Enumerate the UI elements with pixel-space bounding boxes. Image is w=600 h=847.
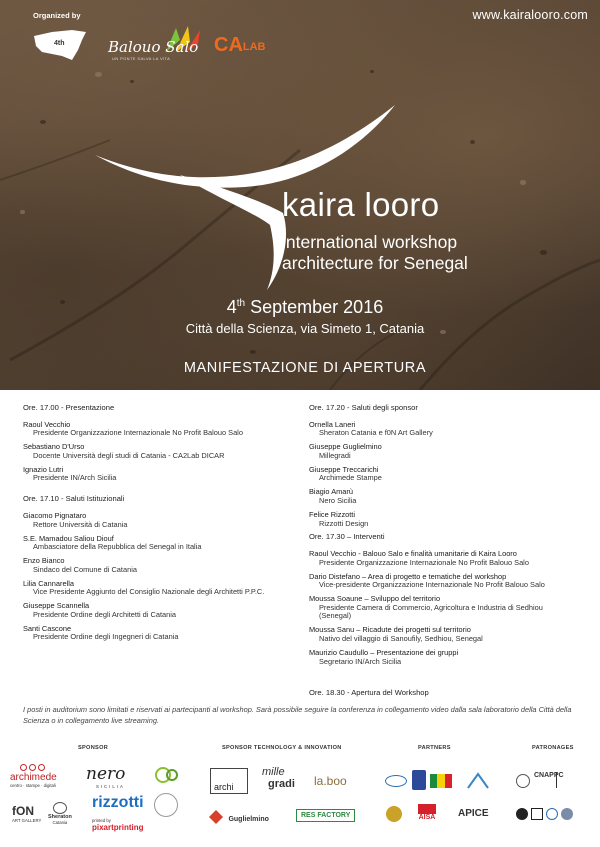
patronages-heading: PATRONAGES bbox=[532, 745, 574, 751]
speaker-role-continued: (Senegal) bbox=[319, 611, 352, 621]
pixart-logo-text: pixartprinting bbox=[92, 823, 144, 832]
green-circle-logo bbox=[154, 766, 180, 784]
event-subtitle-1: international workshop bbox=[282, 232, 458, 252]
talk-entry bbox=[309, 649, 589, 666]
university-seal-logo bbox=[154, 793, 178, 817]
senegal-flag-icon bbox=[430, 774, 452, 788]
closing-time-heading: Ore. 18.30 - Apertura del Workshop bbox=[309, 687, 429, 697]
talk-entry bbox=[309, 550, 589, 567]
millegradi-logo-text-a: mille bbox=[262, 766, 285, 778]
event-date-rest: September 2016 bbox=[245, 297, 384, 317]
fon-gallery-logo bbox=[12, 804, 41, 823]
speaker-entry bbox=[23, 466, 293, 483]
speaker-name: Ornella Laneri bbox=[309, 419, 356, 429]
archimede-logo-text: archimede bbox=[10, 772, 57, 783]
millegradi-logo-text-b: gradi bbox=[268, 778, 295, 790]
organized-by-label: Organized by bbox=[33, 11, 81, 20]
baluvo-logo-subtext: UN PONTE SALVA LA VITA bbox=[112, 56, 171, 61]
nero-logo-text: nero bbox=[86, 764, 126, 784]
baluvo-salo-logo bbox=[108, 24, 204, 66]
res-factory-logo: RES FACTORY bbox=[296, 809, 355, 822]
talk-entry bbox=[309, 595, 589, 621]
opening-heading: MANIFESTAZIONE DI APERTURA bbox=[183, 360, 427, 376]
pixartprinting-logo bbox=[92, 818, 144, 832]
speaker-entry bbox=[23, 625, 293, 642]
tech-sponsor-heading: SPONSOR TECHNOLOGY & INNOVATION bbox=[222, 745, 342, 751]
speaker-role: Presidente Ordine degli Ingegneri di Catania bbox=[33, 632, 179, 642]
time-slot-heading: Ore. 17.20 - Saluti degli sponsor bbox=[309, 403, 418, 412]
speaker-entry bbox=[23, 602, 293, 619]
aisa-logo bbox=[418, 804, 436, 821]
guglielmino-logo-text: Guglielmino bbox=[228, 816, 269, 823]
sheraton-logo-subtext: Catania bbox=[52, 820, 68, 825]
speaker-role: Archimede Stampe bbox=[319, 473, 382, 483]
speaker-role: Ambasciatore della Repubblica del Senegal in Italia bbox=[33, 542, 202, 552]
sheraton-logo-text: Sheraton bbox=[48, 814, 72, 820]
talk-title: Dario Distefano – Area di progetto e tematiche del workshop bbox=[309, 571, 507, 581]
speaker-name: Biagio Amarù bbox=[309, 487, 353, 497]
event-date-ordinal: th bbox=[236, 298, 246, 309]
speaker-entry bbox=[309, 511, 589, 528]
nero-logo-subtext: SICILIA bbox=[96, 784, 125, 789]
partner-arrows-logo bbox=[466, 772, 490, 790]
speaker-role: Presidente IN/Arch Sicilia bbox=[33, 473, 117, 483]
partner-seal-logo bbox=[386, 806, 402, 822]
rizzotti-logo: rizzotti bbox=[92, 794, 144, 811]
guglielmino-logo bbox=[208, 808, 269, 826]
event-subtitle-2: architecture for Senegal bbox=[282, 253, 468, 273]
speaker-entry bbox=[309, 421, 589, 438]
time-slot-heading: Ore. 17.10 - Saluti Istituzionali bbox=[23, 494, 125, 504]
speaker-role: Rettore Università di Catania bbox=[33, 519, 128, 529]
talk-title: Maurizio Caudullo – Presentazione dei gruppi bbox=[309, 647, 459, 657]
partner-globe-logo bbox=[385, 775, 407, 787]
speaker-name: Raoul Vecchio bbox=[23, 419, 71, 429]
speaker-name: S.E. Mamadou Saliou Diouf bbox=[23, 533, 114, 543]
archi-logo-text: archi bbox=[214, 782, 234, 792]
event-date bbox=[0, 297, 600, 318]
speaker-name: Giuseppe Treccarichi bbox=[309, 464, 379, 474]
talk-entry bbox=[309, 626, 589, 643]
speaker-name: Felice Rizzotti bbox=[309, 509, 355, 519]
fon-logo-text: fON bbox=[12, 804, 34, 818]
speaker-name: Ignazio Lutri bbox=[23, 464, 64, 474]
apice-logo: APICE bbox=[458, 808, 489, 819]
patronage-seal-icon bbox=[561, 808, 573, 820]
speaker-role: Millegradi bbox=[319, 450, 351, 460]
calab-logo-suffix: LAB bbox=[242, 41, 266, 53]
archimede-logo-subtext: centro · stampe · digitali bbox=[10, 783, 56, 788]
time-slot-heading: Ore. 17.30 – Interventi bbox=[309, 532, 385, 542]
event-venue: Città della Scienza, via Simeto 1, Catania bbox=[185, 321, 425, 336]
green-swirl-icon bbox=[154, 766, 180, 784]
nero-sicilia-logo bbox=[86, 764, 125, 789]
speaker-name: Sebastiano D'Urso bbox=[23, 442, 85, 452]
sheraton-emblem-icon bbox=[53, 802, 67, 814]
laboo-logo: la.boo bbox=[314, 774, 347, 788]
partners-heading: PARTNERS bbox=[418, 745, 451, 751]
speaker-entry bbox=[23, 421, 293, 438]
archimede-dots-icon bbox=[20, 764, 80, 771]
speaker-role: Sindaco del Comune di Catania bbox=[33, 564, 137, 574]
sheraton-logo bbox=[48, 802, 72, 825]
website-link[interactable]: www.kairalooro.com bbox=[472, 8, 588, 22]
streaming-notice: I posti in auditorium sono limitati e riservati ai partecipanti al workshop. Sarà possibile seguire la conferenza in collegamento video dalla sala laboratorio della Città della Scienza o in collegamento live streaming. bbox=[23, 705, 572, 725]
aisa-emblem-icon bbox=[418, 804, 436, 814]
speaker-name: Lilia Cannarella bbox=[23, 578, 74, 588]
speaker-role: Presidente Ordine degli Architetti di Catania bbox=[33, 609, 176, 619]
speaker-entry bbox=[23, 512, 293, 529]
talk-entry bbox=[309, 573, 589, 590]
archimede-logo bbox=[10, 764, 80, 788]
sicily-logo bbox=[32, 28, 88, 62]
speaker-role: Presidente Camera di Commercio, Agricoltura e Industria di Sedhiou bbox=[319, 602, 543, 612]
speaker-role: Presidente Organizzazione Internazionale No Profit Balouo Salo bbox=[319, 557, 529, 567]
speaker-name: Giuseppe Scannella bbox=[23, 601, 90, 611]
millegradi-logo bbox=[262, 766, 295, 790]
calab-logo-main: CA bbox=[214, 34, 243, 56]
event-date-day: 4 bbox=[226, 297, 237, 317]
speaker-entry bbox=[23, 580, 293, 597]
speaker-role: Vice-presidente Organizzazione Internazionale No Profit Balouo Salo bbox=[319, 580, 545, 590]
speaker-role: Docente Università degli studi di Catania - CA2Lab DICAR bbox=[33, 450, 225, 460]
patronage-square-icon bbox=[531, 808, 543, 820]
speaker-role: Sheraton Catania e f0N Art Gallery bbox=[319, 428, 433, 438]
sponsor-heading: SPONSOR bbox=[78, 745, 109, 751]
speaker-role: Presidente Organizzazione Internazionale No Profit Balouo Salo bbox=[33, 428, 243, 438]
sicily-logo-text: 4th bbox=[54, 40, 65, 47]
talk-title: Moussa Soaune – Sviluppo del territorio bbox=[309, 594, 441, 604]
speaker-role: Vice Presidente Aggiunto del Consiglio Nazionale degli Architetti P.P.C. bbox=[33, 587, 265, 597]
speaker-role: Rizzotti Design bbox=[319, 518, 369, 528]
partner-arrows-icon bbox=[466, 772, 490, 790]
cnappc-text-block bbox=[556, 772, 590, 788]
guglielmino-diamond-icon bbox=[208, 809, 224, 825]
aisa-logo-text: AISA bbox=[418, 814, 436, 821]
speaker-entry bbox=[23, 535, 293, 552]
speaker-role: Nero Sicilia bbox=[319, 495, 357, 505]
speaker-role: Nativo del villaggio di Sanoufily, Sedhiou, Senegal bbox=[319, 634, 483, 643]
speaker-name: Santi Cascone bbox=[23, 623, 72, 633]
speaker-name: Enzo Bianco bbox=[23, 556, 65, 566]
calab-logo bbox=[214, 34, 266, 57]
baluvo-logo-text: Balouo Salo bbox=[108, 38, 199, 56]
speaker-entry bbox=[23, 557, 293, 574]
speaker-entry bbox=[23, 443, 293, 460]
cnappc-logo: CNAPPC bbox=[534, 772, 564, 779]
patronage-logos-row bbox=[516, 808, 573, 820]
speaker-entry bbox=[309, 466, 589, 483]
speaker-name: Giacomo Pignataro bbox=[23, 510, 87, 520]
speaker-entry bbox=[309, 443, 589, 460]
talk-title: Moussa Sanu – Ricadute dei progetti sul territorio bbox=[309, 625, 471, 635]
speaker-entry bbox=[309, 488, 589, 505]
coat-of-arms-logo bbox=[412, 770, 426, 790]
printed-by-label: printed by bbox=[92, 818, 111, 823]
talk-title: Raoul Vecchio - Balouo Salo e finalità umanitarie di Kaira Looro bbox=[309, 549, 517, 559]
hero-banner bbox=[0, 0, 600, 390]
patronage-dot-icon bbox=[516, 808, 528, 820]
fon-logo-subtext: ART GALLERY bbox=[12, 818, 42, 823]
patronage-ring-icon bbox=[546, 808, 558, 820]
program-left-column bbox=[23, 404, 293, 647]
speaker-name: Giuseppe Guglielmino bbox=[309, 442, 382, 452]
speaker-role: Segretario IN/Arch Sicilia bbox=[319, 656, 402, 666]
event-title: kaira looro bbox=[282, 186, 440, 223]
program-right-column bbox=[309, 404, 589, 705]
archicart-logo bbox=[210, 768, 248, 794]
republic-emblem-logo bbox=[516, 774, 530, 788]
time-slot-heading: Ore. 17.00 - Presentazione bbox=[23, 403, 115, 412]
